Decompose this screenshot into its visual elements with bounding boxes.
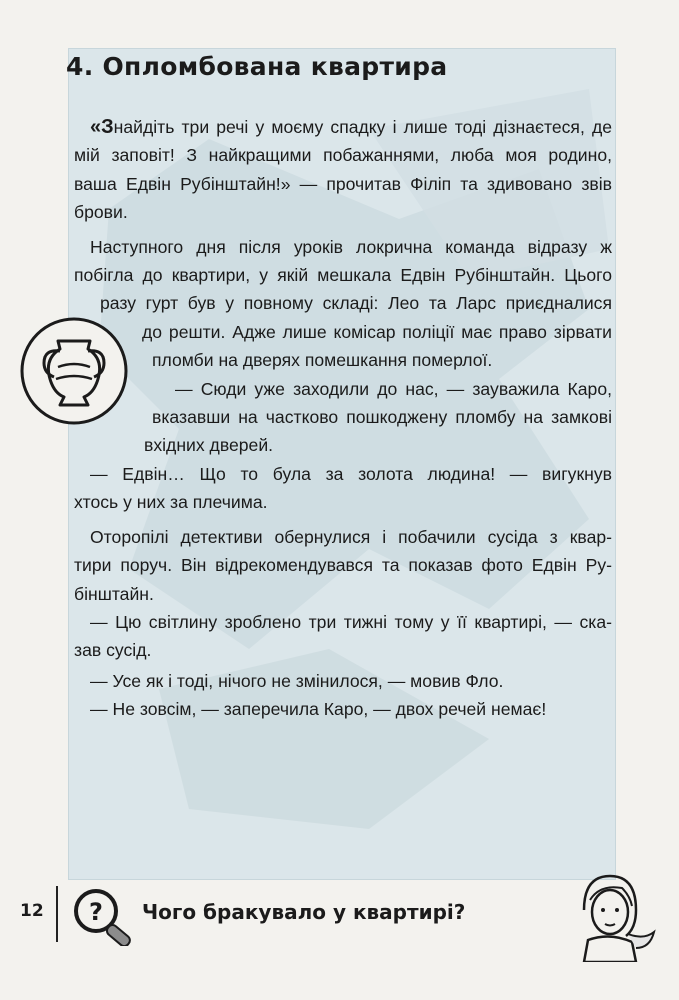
- paragraph: [60, 667, 612, 695]
- text-line: вхідних дверей.: [144, 435, 274, 456]
- magnifier-icon: [70, 884, 136, 946]
- text-line: Наступного дня після уроків локрична команда відразу ж: [90, 236, 612, 257]
- text-line: — Не зовсім, — заперечила Каро, — двох речей немає!: [90, 699, 547, 720]
- text-line: «Знайдіть три речі у моєму спадку і лише тоді дізнаєтеся, де: [90, 116, 612, 138]
- text-line: — Едвін… Що то була за золота людина! — вигукнув: [90, 463, 612, 484]
- paragraph: [60, 113, 612, 227]
- paragraph: [60, 233, 612, 375]
- text-line: до решти. Адже лише комісар поліції має право зірвати: [142, 321, 612, 342]
- text-line: зав сусід.: [74, 640, 152, 661]
- text-line: мій заповіт! З найкращими побажаннями, люба моя родино,: [74, 145, 612, 166]
- text-line: побігла до квартири, у якій мешкала Едвін Рубінштайн. Цього: [74, 265, 612, 286]
- chapter-title: 4. Опломбована квартира: [66, 52, 448, 81]
- question-mark: ?: [89, 898, 103, 926]
- text-line: брови.: [74, 202, 128, 223]
- text-line: бінштайн.: [74, 583, 154, 604]
- vase-icon: [18, 315, 130, 427]
- page-number: 12: [20, 901, 44, 921]
- text-line: — Сюди уже заходили до нас, — зауважила Каро,: [175, 378, 612, 399]
- paragraph: [60, 608, 612, 665]
- paragraph: [60, 460, 612, 517]
- body-text: [60, 113, 612, 730]
- text-line: пломби на дверях помешкання померлої.: [152, 350, 493, 371]
- paragraph: [60, 523, 612, 608]
- footer-question: Чого бракувало у квартирі?: [142, 900, 466, 924]
- footer-divider: [56, 886, 58, 942]
- text-line: вказавши на частково пошкоджену пломбу на замкові: [152, 407, 612, 428]
- girl-icon: [566, 870, 679, 962]
- drop-cap: «З: [90, 116, 114, 138]
- text-line: хтось у них за плечима.: [74, 492, 268, 513]
- text-line: — Усе як і тоді, нічого не змінилося, — мовив Фло.: [90, 670, 504, 691]
- paragraph: [60, 375, 612, 460]
- page-footer: [0, 870, 679, 950]
- text-line: ваша Едвін Рубінштайн!» — прочитав Філіп та здивовано звів: [74, 173, 612, 194]
- paragraph: [60, 695, 612, 723]
- text-line: разу гурт був у повному складі: Лео та Ларс приєдналися: [100, 293, 612, 314]
- text-line: Оторопілі детективи обернулися і побачили сусіда з квар-: [90, 526, 612, 547]
- text-line: тири поруч. Він відрекомендувався та показав фото Едвін Ру-: [74, 555, 612, 576]
- text-line: — Цю світлину зроблено три тижні тому у її квартирі, — ска-: [90, 611, 612, 632]
